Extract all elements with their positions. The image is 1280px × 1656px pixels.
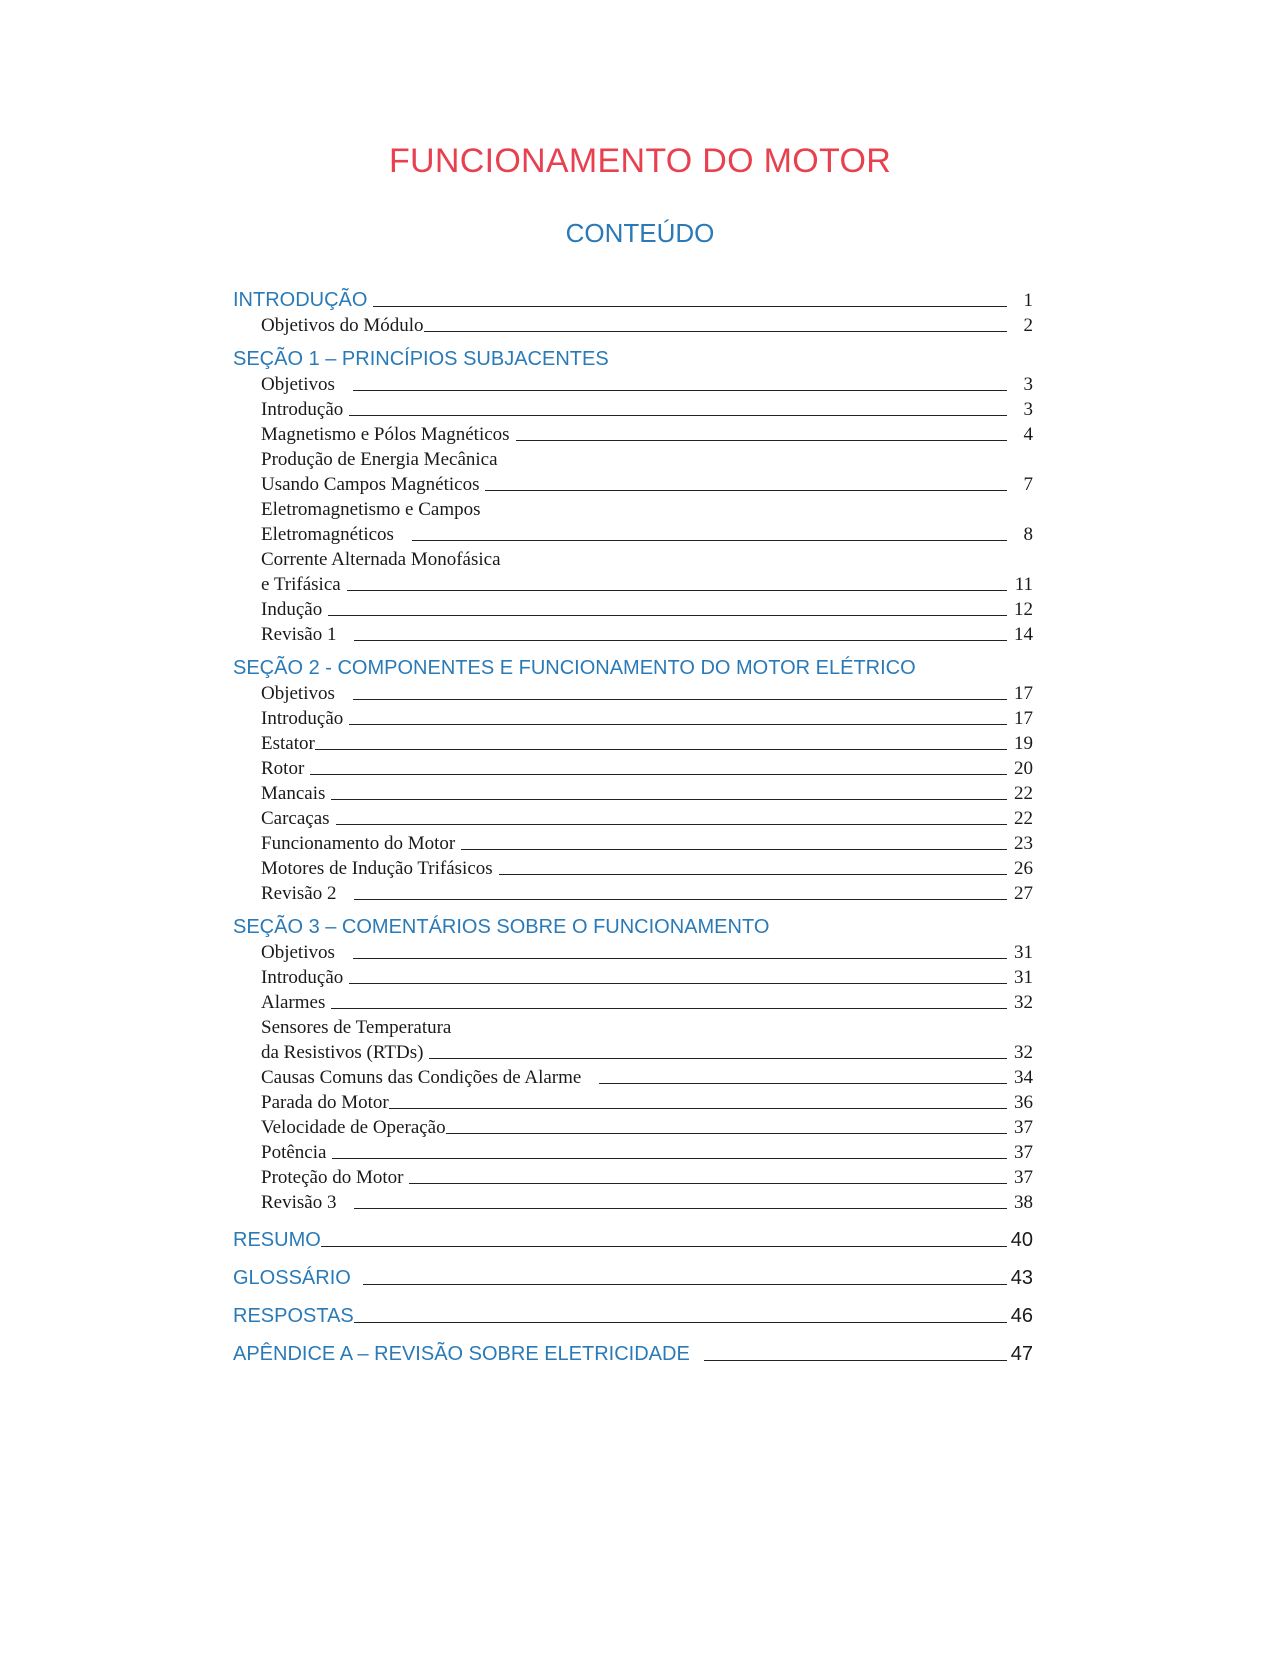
toc-entry-label: Introdução xyxy=(261,708,344,729)
toc-entry-respostas[interactable] xyxy=(233,1299,1033,1328)
toc-entry-page: 3 xyxy=(1023,399,1033,420)
toc-entry-label: Indução xyxy=(261,599,323,620)
toc-entry-page: 46 xyxy=(1010,1305,1033,1327)
toc-entry-label: Sensores de Temperatura xyxy=(261,1017,452,1038)
toc-entry[interactable] xyxy=(233,571,1033,596)
toc-entry-label: Potência xyxy=(261,1142,327,1163)
leader-line xyxy=(354,1321,1007,1323)
leader-line xyxy=(516,439,1007,441)
toc-entry[interactable] xyxy=(233,730,1033,755)
toc-section-label: SEÇÃO 1 – PRINCÍPIOS SUBJACENTES xyxy=(233,348,609,370)
contents-heading: CONTEÚDO xyxy=(565,218,715,248)
toc-entry[interactable] xyxy=(233,371,1033,396)
leader-line xyxy=(429,1057,1007,1059)
leader-line xyxy=(353,389,1007,391)
leader-line xyxy=(347,589,1007,591)
toc-entry-label: Proteção do Motor xyxy=(261,1167,404,1188)
toc-entry-label: Funcionamento do Motor xyxy=(261,833,456,854)
toc-entry-label: Mancais xyxy=(261,783,326,804)
leader-line xyxy=(409,1182,1007,1184)
toc-entry[interactable] xyxy=(233,705,1033,730)
toc-entry-label: Objetivos do Módulo xyxy=(261,315,424,336)
toc-entry-label: RESPOSTAS xyxy=(233,1305,354,1327)
leader-line xyxy=(499,873,1007,875)
toc-entry[interactable] xyxy=(233,1089,1033,1114)
toc-entry-label: Objetivos xyxy=(261,942,335,963)
toc-entry[interactable] xyxy=(233,880,1033,905)
toc-entry[interactable] xyxy=(233,471,1033,496)
toc-entry[interactable] xyxy=(233,964,1033,989)
toc-entry[interactable] xyxy=(233,855,1033,880)
leader-line xyxy=(310,773,1007,775)
toc-entry-page: 2 xyxy=(1023,315,1033,336)
toc-entry-label: e Trifásica xyxy=(261,574,341,595)
toc-entry-page: 20 xyxy=(1014,758,1033,779)
leader-line xyxy=(424,330,1007,332)
toc-entry-page: 22 xyxy=(1014,808,1033,829)
toc-entry-label: Magnetismo e Pólos Magnéticos xyxy=(261,424,510,445)
toc-entry-label: Objetivos xyxy=(261,683,335,704)
table-of-contents xyxy=(233,286,1033,1366)
toc-section-label: SEÇÃO 2 - COMPONENTES E FUNCIONAMENTO DO MOTOR ELÉTRICO xyxy=(233,657,916,679)
toc-entry-label: Motores de Indução Trifásicos xyxy=(261,858,493,879)
leader-line xyxy=(354,898,1007,900)
toc-entry[interactable] xyxy=(233,621,1033,646)
page-title: FUNCIONAMENTO DO MOTOR xyxy=(388,142,892,180)
toc-entry[interactable] xyxy=(233,1164,1033,1189)
toc-entry-label: Parada do Motor xyxy=(261,1092,389,1113)
toc-entry-label: GLOSSÁRIO xyxy=(233,1267,351,1289)
leader-line xyxy=(331,798,1007,800)
leader-line xyxy=(331,1007,1007,1009)
toc-entry-page: 37 xyxy=(1014,1142,1033,1163)
toc-entry[interactable] xyxy=(233,805,1033,830)
toc-entry-label: Revisão 1 xyxy=(261,624,337,645)
toc-entry-page: 17 xyxy=(1014,708,1033,729)
toc-entry-label: Produção de Energia Mecânica xyxy=(261,449,498,470)
toc-entry-label: Causas Comuns das Condições de Alarme xyxy=(261,1067,582,1088)
toc-section-2[interactable] xyxy=(233,654,1033,680)
toc-entry[interactable] xyxy=(233,496,1033,521)
toc-entry[interactable] xyxy=(233,596,1033,621)
toc-entry-page: 7 xyxy=(1023,474,1033,495)
toc-entry-introducao[interactable] xyxy=(233,286,1033,312)
toc-entry-label: Introdução xyxy=(261,967,344,988)
toc-entry-label: Estator xyxy=(261,733,315,754)
toc-entry-page: 11 xyxy=(1014,574,1033,595)
toc-entry-glossario[interactable] xyxy=(233,1261,1033,1290)
toc-entry-page: 27 xyxy=(1014,883,1033,904)
toc-entry-page: 32 xyxy=(1014,1042,1033,1063)
toc-entry-label: Revisão 3 xyxy=(261,1192,337,1213)
toc-entry-page: 47 xyxy=(1010,1343,1033,1365)
toc-entry-page: 38 xyxy=(1014,1192,1033,1213)
toc-entry[interactable] xyxy=(233,830,1033,855)
toc-entry-page: 1 xyxy=(1023,290,1033,311)
toc-entry[interactable] xyxy=(233,939,1033,964)
leader-line xyxy=(412,539,1007,541)
toc-entry-page: 19 xyxy=(1014,733,1033,754)
toc-entry[interactable] xyxy=(233,521,1033,546)
toc-entry-label: Eletromagnetismo e Campos xyxy=(261,499,481,520)
toc-entry-page: 23 xyxy=(1014,833,1033,854)
toc-entry-label: RESUMO xyxy=(233,1229,321,1251)
toc-entry-label: Usando Campos Magnéticos xyxy=(261,474,480,495)
leader-line xyxy=(389,1107,1007,1109)
toc-entry-label: APÊNDICE A – REVISÃO SOBRE ELETRICIDADE xyxy=(233,1343,690,1365)
toc-entry-label: Revisão 2 xyxy=(261,883,337,904)
toc-entry-page: 3 xyxy=(1023,374,1033,395)
toc-entry-page: 34 xyxy=(1014,1067,1033,1088)
toc-entry-page: 36 xyxy=(1014,1092,1033,1113)
toc-entry[interactable] xyxy=(233,1014,1033,1039)
leader-line xyxy=(485,489,1007,491)
leader-line xyxy=(363,1283,1007,1285)
toc-entry-page: 37 xyxy=(1014,1167,1033,1188)
toc-entry-label: Alarmes xyxy=(261,992,326,1013)
leader-line xyxy=(328,614,1007,616)
leader-line xyxy=(349,723,1007,725)
toc-entry-page: 4 xyxy=(1023,424,1033,445)
toc-entry-page: 43 xyxy=(1010,1267,1033,1289)
toc-entry-label: Eletromagnéticos xyxy=(261,524,394,545)
toc-entry[interactable] xyxy=(233,546,1033,571)
leader-line xyxy=(315,748,1007,750)
toc-entry-label: Carcaças xyxy=(261,808,330,829)
toc-entry-page: 31 xyxy=(1014,967,1033,988)
toc-entry-page: 12 xyxy=(1014,599,1033,620)
toc-entry-label: Introdução xyxy=(261,399,344,420)
toc-entry-page: 17 xyxy=(1014,683,1033,704)
toc-entry-apendice-a[interactable] xyxy=(233,1337,1033,1366)
leader-line xyxy=(446,1132,1007,1134)
toc-entry-page: 40 xyxy=(1010,1229,1033,1251)
toc-entry[interactable] xyxy=(233,680,1033,705)
toc-entry[interactable] xyxy=(233,1139,1033,1164)
toc-entry[interactable] xyxy=(233,446,1033,471)
toc-section-label: SEÇÃO 3 – COMENTÁRIOS SOBRE O FUNCIONAMENTO xyxy=(233,916,770,938)
toc-entry[interactable] xyxy=(233,780,1033,805)
toc-entry-page: 14 xyxy=(1014,624,1033,645)
toc-entry-page: 8 xyxy=(1023,524,1033,545)
toc-entry[interactable] xyxy=(233,396,1033,421)
toc-entry[interactable] xyxy=(233,989,1033,1014)
toc-entry-label: da Resistivos (RTDs) xyxy=(261,1042,424,1063)
leader-line xyxy=(353,957,1007,959)
toc-section-1[interactable] xyxy=(233,345,1033,371)
toc-entry-label: Velocidade de Operação xyxy=(261,1117,446,1138)
leader-line xyxy=(373,305,1007,307)
toc-entry-label: INTRODUÇÃO xyxy=(233,289,368,311)
toc-entry-resumo[interactable] xyxy=(233,1223,1033,1252)
leader-line xyxy=(349,414,1007,416)
toc-entry[interactable] xyxy=(233,1064,1033,1089)
toc-entry-label: Corrente Alternada Monofásica xyxy=(261,549,501,570)
toc-entry[interactable] xyxy=(233,421,1033,446)
toc-section-3[interactable] xyxy=(233,913,1033,939)
leader-line xyxy=(599,1082,1007,1084)
leader-line xyxy=(332,1157,1007,1159)
leader-line xyxy=(321,1245,1007,1247)
toc-entry[interactable] xyxy=(233,1189,1033,1214)
toc-entry-label: Rotor xyxy=(261,758,305,779)
toc-entry-page: 32 xyxy=(1014,992,1033,1013)
toc-entry[interactable] xyxy=(233,1114,1033,1139)
toc-entry-page: 26 xyxy=(1014,858,1033,879)
leader-line xyxy=(336,823,1007,825)
toc-entry-label: Objetivos xyxy=(261,374,335,395)
leader-line xyxy=(354,1207,1007,1209)
leader-line xyxy=(354,639,1007,641)
toc-entry-page: 22 xyxy=(1014,783,1033,804)
toc-entry[interactable] xyxy=(233,755,1033,780)
leader-line xyxy=(461,848,1007,850)
leader-line xyxy=(349,982,1007,984)
toc-entry[interactable] xyxy=(233,1039,1033,1064)
toc-entry-page: 31 xyxy=(1014,942,1033,963)
toc-entry-objetivos-modulo[interactable] xyxy=(233,312,1033,337)
leader-line xyxy=(704,1359,1007,1361)
toc-entry-page: 37 xyxy=(1014,1117,1033,1138)
leader-line xyxy=(353,698,1007,700)
